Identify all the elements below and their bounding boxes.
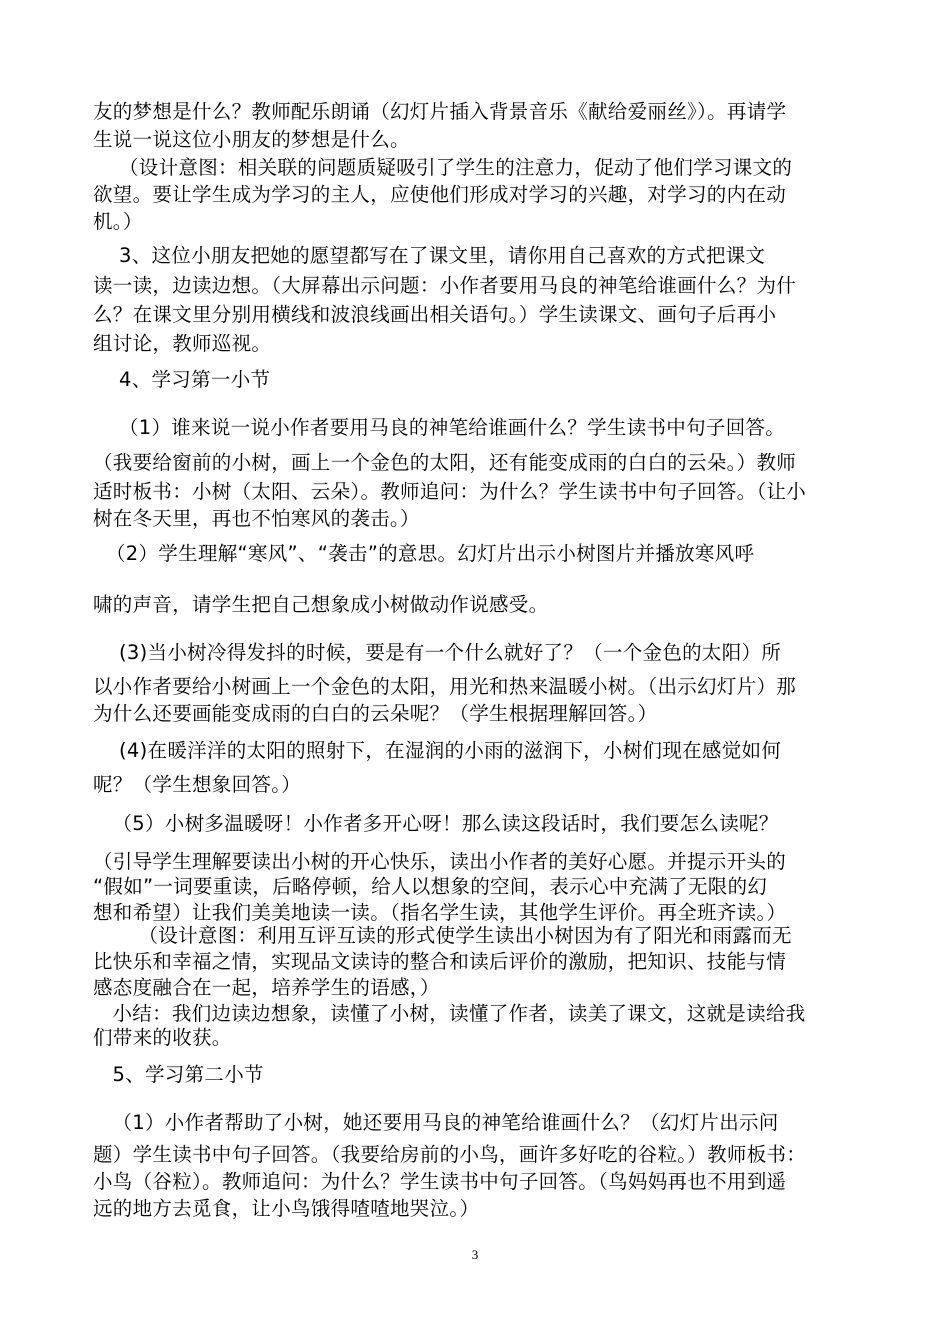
text-line: 小结：我们边读边想象，读懂了小树，读懂了作者，读美了课文，这就是读给我 [93,1002,806,1025]
text-line: 远的地方去觅食，让小鸟饿得喳喳地哭泣。） [93,1197,480,1220]
text-line: 们带来的收获。 [93,1026,232,1049]
text-line: 3、这位小朋友把她的愿望都写在了课文里，请你用自己喜欢的方式把课文 [93,244,766,267]
text-line: 小鸟（谷粒）。教师追问：为什么？学生读书中句子回答。（鸟妈妈再也不用到遥 [93,1170,787,1193]
text-line: 呢？（学生想象回答。） [93,773,302,796]
text-line: （设计意图：相关联的问题质疑吸引了学生的注意力，促动了他们学习课文的 [93,156,793,179]
text-line: 以小作者要给小树画上一个金色的太阳，用光和热来温暖小树。（出示幻灯片）那 [93,675,797,698]
text-line: （设计意图：利用互评互读的形式使学生读出小树因为有了阳光和雨露而无 [93,924,792,947]
text-line: 啸的声音，请学生把自己想象成小树做动作说感受。 [93,593,549,616]
text-line: 欲望。要让学生成为学习的主人，应使他们形成对学习的兴趣，对学习的内在动 [93,183,787,206]
text-line: 适时板书：小树（太阳、云朵）。教师追问：为什么？学生读书中句子回答。（让小 [93,480,807,503]
text-line: （引导学生理解要读出小树的开心快乐，读出小作者的美好心愿。并提示开头的 [93,850,787,873]
section-heading: 5、学习第二小节 [93,1063,264,1086]
text-line: (3)当小树冷得发抖的时候，要是有一个什么就好了？（一个金色的太阳）所 [93,641,782,664]
text-line: 么？在课文里分别用横线和波浪线画出相关语句。）学生读课文、画句子后再小 [93,303,777,326]
text-line: （我要给窗前的小树，画上一个金色的太阳，还有能变成雨的白白的云朵。）教师 [93,451,797,474]
text-line: (4)在暖洋洋的太阳的照射下，在湿润的小雨的滋润下，小树们现在感觉如何 [93,739,782,762]
text-line: 机。） [93,210,143,233]
text-line: 树在冬天里，再也不怕寒风的袭击。） [93,507,420,530]
text-line: 组讨论，教师巡视。 [93,332,272,355]
text-line: 生说一说这位小朋友的梦想是什么。 [93,128,410,151]
text-line: 为什么还要画能变成雨的白白的云朵呢？（学生根据理解回答。） [93,702,658,725]
text-line: 感态度融合在一起，培养学生的语感，） [93,976,440,999]
text-line: 想和希望）让我们美美地读一读。（指名学生读，其他学生评价。再全班齐读。） [93,901,787,924]
text-line: “假如”一词要重读，后略停顿，给人以想象的空间，表示心中充满了无限的幻 [93,875,768,898]
page-number: 3 [471,1247,479,1262]
text-line: 读一读，边读边想。（大屏幕出示问题：小作者要用马良的神笔给谁画什么？为什 [93,274,797,297]
text-line: 友的梦想是什么？教师配乐朗诵（幻灯片插入背景音乐《献给爱丽丝》）。再请学 [93,100,787,123]
text-line: （5）小树多温暖呀！小作者多开心呀！那么读这段话时，我们要怎么读呢？ [93,812,779,835]
text-line: 题）学生读书中句子回答。（我要给房前的小鸟，画许多好吃的谷粒。）教师板书： [93,1143,807,1166]
text-line: （1）谁来说一说小作者要用马良的神笔给谁画什么？学生读书中句子回答。 [93,416,786,439]
text-line: （2）学生理解“寒风”、“袭击”的意思。幻灯片出示小树图片并播放寒风呼 [93,542,755,565]
text-line: （1）小作者帮助了小树，她还要用马良的神笔给谁画什么？（幻灯片出示问 [93,1111,779,1134]
text-line: 比快乐和幸福之情，实现品文读诗的整合和读后评价的激励，把知识、技能与情 [93,950,787,973]
section-heading: 4、学习第一小节 [93,368,271,391]
